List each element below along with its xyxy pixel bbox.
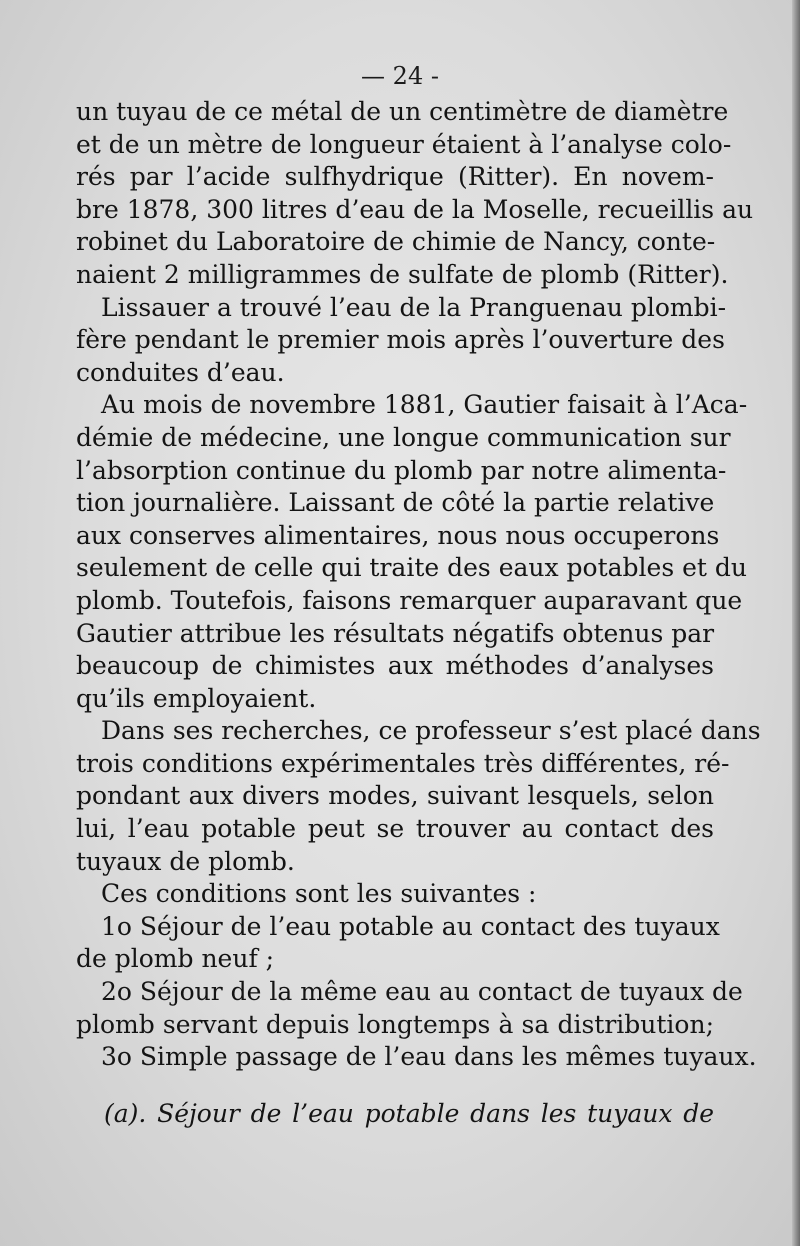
text-line: démie de médecine, une longue communication sur	[76, 422, 731, 452]
text-lines	[76, 96, 761, 1074]
text-line: beaucoup de chimistes aux méthodes d’analyses	[76, 651, 714, 681]
text-line: robinet du Laboratoire de chimie de Nancy, conte-	[76, 227, 716, 257]
text-line: plomb. Toutefois, faisons remarquer auparavant que	[76, 585, 743, 615]
text-line: 2o Séjour de la même eau au contact de tuyaux de	[101, 977, 743, 1007]
text-line: qu’ils employaient.	[76, 683, 317, 713]
text-line: Lissauer a trouvé l’eau de la Pranguenau plombi-	[101, 292, 727, 322]
text-line: un tuyau de ce métal de un centimètre de diamètre	[76, 97, 729, 126]
page-number: — 24 -	[361, 62, 439, 90]
text-line: Ces conditions sont les suivantes :	[101, 879, 537, 909]
text-line: seulement de celle qui traite des eaux potables et du	[76, 553, 748, 583]
text-line: 1o Séjour de l’eau potable au contact des tuyaux	[101, 911, 720, 941]
text-line: lui, l’eau potable peut se trouver au contact des	[76, 814, 714, 844]
text-line: bre 1878, 300 litres d’eau de la Moselle, recueillis au	[76, 194, 754, 224]
text-line: l’absorption continue du plomb par notre alimenta-	[76, 455, 727, 485]
text-line: Gautier attribue les résultats négatifs obtenus par	[76, 618, 715, 648]
section-heading: (a). Séjour de l’eau potable dans les tuyaux de	[104, 1098, 714, 1128]
text-line: conduites d’eau.	[76, 357, 285, 387]
text-line: et de un mètre de longueur étaient à l’analyse colo-	[76, 129, 732, 159]
text-line: fère pendant le premier mois après l’ouverture des	[76, 325, 725, 355]
text-line: de plomb neuf ;	[76, 944, 275, 974]
text-line: plomb servant depuis longtemps à sa distribution;	[76, 1009, 714, 1039]
text-line: pondant aux divers modes, suivant lesquels, selon	[76, 781, 714, 811]
text-line: Au mois de novembre 1881, Gautier faisait à l’Aca-	[101, 390, 748, 420]
text-line: 3o Simple passage de l’eau dans les mêmes tuyaux.	[101, 1042, 757, 1072]
text-line: rés par l’acide sulfhydrique (Ritter). En novem-	[76, 162, 714, 192]
text-line: Dans ses recherches, ce professeur s’est placé dans	[101, 716, 761, 746]
text-line: trois conditions expérimentales très différentes, ré-	[76, 748, 730, 778]
text-line: naient 2 milligrammes de sulfate de plomb (Ritter).	[76, 259, 729, 289]
text-line: tuyaux de plomb.	[76, 846, 295, 876]
text-line: tion journalière. Laissant de côté la partie relative	[76, 488, 715, 518]
text-line: aux conserves alimentaires, nous nous occuperons	[76, 520, 720, 550]
body-text	[76, 96, 761, 1130]
page-edge-shadow	[792, 0, 800, 1246]
